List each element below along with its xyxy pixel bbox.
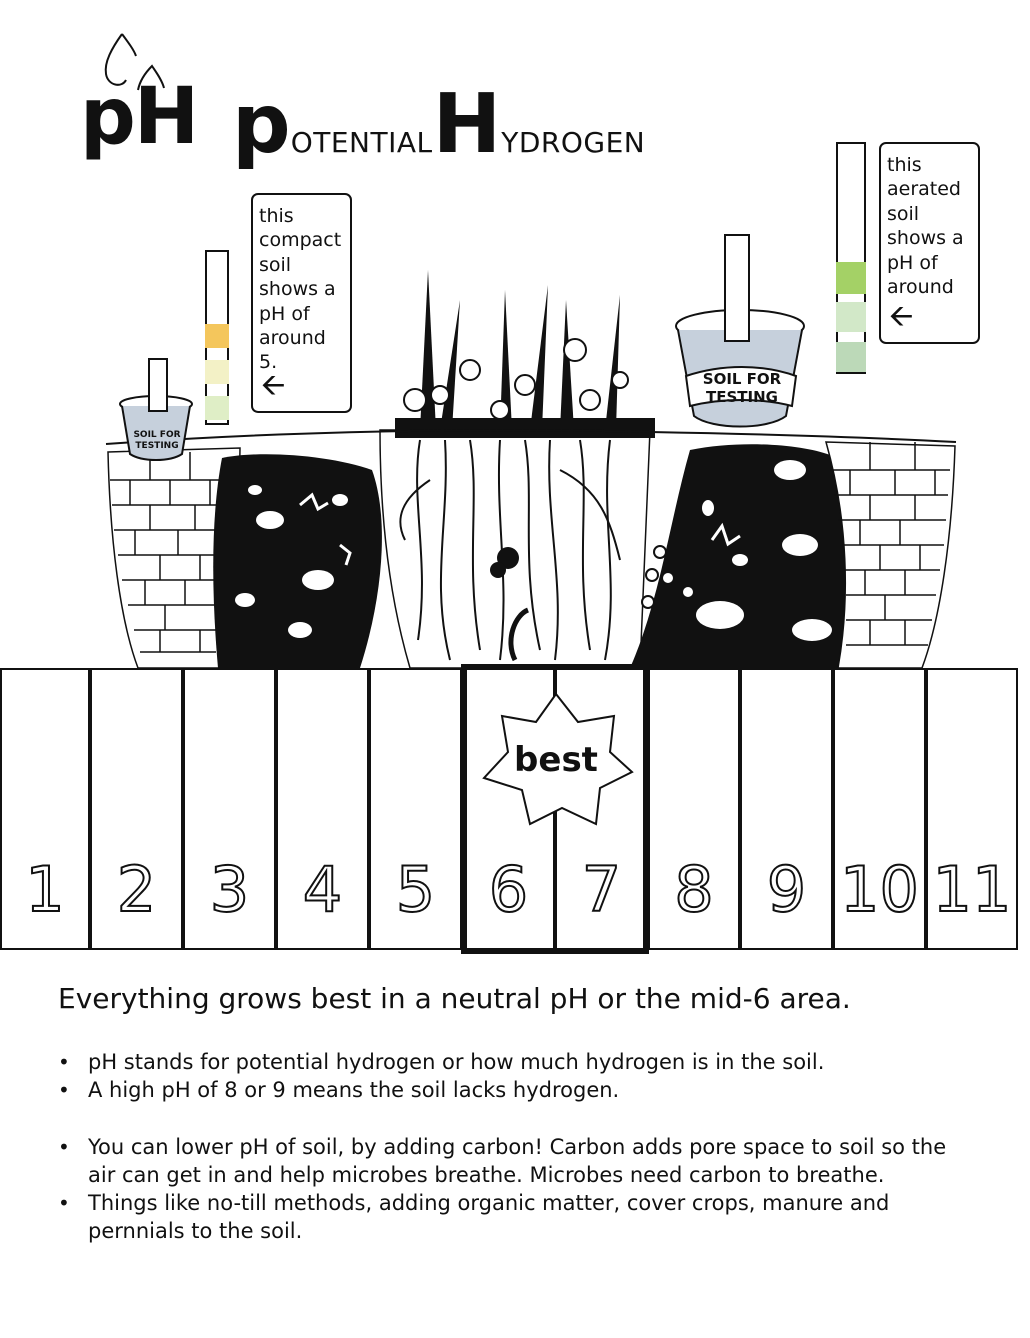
ph-number-4: 4 — [302, 853, 343, 926]
ph-number-3: 3 — [209, 853, 250, 926]
compact-ph-strip — [205, 250, 229, 425]
title-hydrogen-rest: YDROGEN — [501, 126, 646, 159]
aerated-strip-swatch-3 — [836, 342, 866, 372]
ph-number-10: 10 — [840, 853, 919, 926]
ph-cell-9 — [740, 668, 833, 950]
bullet-list-1 — [58, 1048, 958, 1104]
title-potential-rest: OTENTIAL — [290, 126, 433, 159]
ph-number-7: 7 — [581, 853, 622, 926]
title-initial-p: p — [232, 77, 291, 172]
ph-number-11: 11 — [932, 853, 1012, 926]
small-container-label-line1: SOIL FOR — [133, 430, 181, 440]
bullet-list-2 — [58, 1133, 978, 1245]
bullet-item: • pH stands for potential hydrogen or how much hydrogen is in the soil. — [58, 1048, 958, 1076]
compact-strip-swatch-3 — [205, 396, 229, 420]
large-container-label-line2: TESTING — [706, 388, 778, 406]
ph-number-1: 1 — [25, 853, 65, 926]
large-container-test-stick — [724, 234, 750, 342]
center-roots-soil — [380, 270, 655, 668]
ph-cell-5 — [369, 668, 462, 950]
compact-callout-text: this compact soil shows a pH of around 5. — [259, 205, 342, 374]
ph-number-8: 8 — [674, 853, 714, 926]
bullet-item: • Things like no-till methods, adding organic matter, cover crops, manure and pernnials to the soil. — [58, 1189, 978, 1245]
compact-strip-swatch-2 — [205, 360, 229, 384]
left-arrow-icon: 🡨 — [889, 299, 914, 334]
ph-cell-2 — [90, 668, 183, 950]
large-container-label-line1: SOIL FOR — [702, 370, 782, 388]
ph-cell-8 — [648, 668, 740, 950]
aerated-callout-text: this aerated soil shows a pH of around — [887, 154, 964, 299]
ph-number-5: 5 — [395, 853, 436, 926]
small-container-label-line2: TESTING — [135, 441, 179, 451]
compact-soil-callout — [251, 193, 352, 413]
ph-cell-3 — [183, 668, 276, 950]
title-initial-h: H — [432, 77, 502, 172]
compact-strip-swatch-1 — [205, 324, 229, 348]
ph-number-9: 9 — [766, 853, 807, 926]
small-container-test-stick — [148, 358, 168, 412]
best-label: best — [514, 740, 598, 780]
headline: Everything grows best in a neutral pH or the mid-6 area. — [58, 982, 851, 1015]
ph-cell-11 — [926, 668, 1018, 950]
bullet-item: • You can lower pH of soil, by adding carbon! Carbon adds pore space to soil so the air can get in and help microbes breathe. Microbes need carbon to breathe. — [58, 1133, 978, 1189]
bullet-item: • A high pH of 8 or 9 means the soil lacks hydrogen. — [58, 1076, 958, 1104]
left-arrow-icon: 🡨 — [261, 368, 286, 403]
aerated-ph-strip — [836, 142, 866, 374]
aerated-strip-swatch-1 — [836, 262, 866, 294]
aerated-soil-callout — [879, 142, 980, 344]
ph-number-6: 6 — [488, 853, 529, 926]
ph-cell-4 — [276, 668, 369, 950]
title-abbreviation: pH — [80, 72, 198, 162]
ph-cell-1 — [0, 668, 90, 950]
right-stone-wall — [826, 442, 955, 668]
aerated-strip-swatch-2 — [836, 302, 866, 332]
ph-number-2: 2 — [116, 853, 157, 926]
ph-cell-10 — [833, 668, 926, 950]
